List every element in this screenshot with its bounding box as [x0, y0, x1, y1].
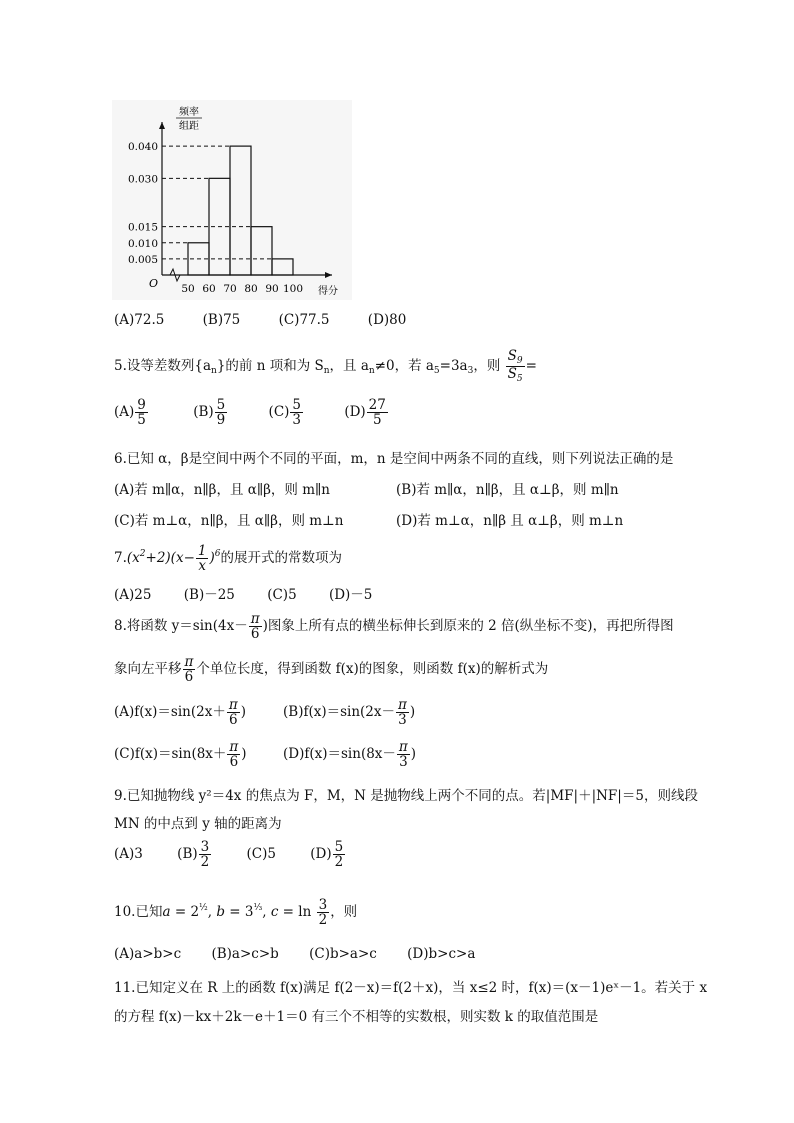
- x-tick-label: 100: [282, 283, 304, 295]
- q5-option-b: (B) $\frac{5}{9}$: [193, 397, 226, 429]
- histogram-bar: [272, 259, 293, 275]
- y-tick-label: 0.010: [127, 237, 158, 250]
- q4-option-d: (D)80: [367, 312, 407, 328]
- q5-fraction: $\frac{S_9}{S_5}$: [507, 347, 523, 384]
- q9-option-b: (B) $\frac{3}{2}$: [177, 838, 210, 870]
- x-tick-label: 50: [181, 283, 195, 295]
- q9-option-c: (C)5: [246, 846, 276, 862]
- q10-option-c: (C)b>a>c: [309, 946, 377, 962]
- y-tick-label: 0.030: [127, 173, 158, 186]
- q10-option-a: (A)a>b>c: [114, 946, 182, 962]
- histogram-bar: [230, 146, 251, 275]
- q5-options: [114, 398, 389, 427]
- x-tick-label: 90: [265, 283, 279, 295]
- q5-text: }的前 n 项和为 S: [216, 358, 324, 374]
- q5-option-d: (D) $\frac{27}{5}$: [344, 397, 386, 429]
- q4-options: [114, 312, 406, 328]
- q5-text: 5.设等差数列{a: [114, 358, 212, 374]
- y-label-top: 频率: [179, 107, 199, 118]
- q6-option-b: (B)若 m∥α，n∥β，且 α⊥β，则 m∥n: [396, 482, 619, 498]
- histogram-bar: [251, 227, 272, 275]
- q5-text: ≠0，若 a: [374, 358, 434, 374]
- q5-text: ，且 a: [329, 358, 369, 374]
- q8-option-b: (B)f(x)＝sin(2x－ $\frac{\pi}{3}$ ): [283, 696, 416, 728]
- q7-option-b: (B)－25: [183, 587, 235, 603]
- q4-option-b: (B)75: [202, 312, 241, 328]
- q4-option-c: (C)77.5: [278, 312, 330, 328]
- q10-options: [114, 946, 475, 962]
- q11-line2: 的方程 f(x)－kx＋2k－e＋1＝0 有三个不相等的实数根，则实数 k 的取值范围是: [114, 1009, 599, 1025]
- q7-option-c: (C)5: [267, 587, 297, 603]
- y-label-bottom: 组距: [179, 121, 199, 132]
- q6-stem: 6.已知 α，β是空间中两个不同的平面，m，n 是空间中两条不同的直线，则下列说法正确的是: [114, 451, 674, 467]
- x-tick-label: 60: [202, 283, 216, 295]
- y-axis-arrow: [159, 122, 165, 129]
- q6-option-a: (A)若 m∥α，n∥β，且 α∥β，则 m∥n: [114, 482, 330, 498]
- q4-option-a: (A)72.5: [114, 312, 165, 328]
- q9-option-a: (A)3: [114, 846, 143, 862]
- q11-line1: 11.已知定义在 R 上的函数 f(x)满足 f(2－x)＝f(2＋x)，当 x≤2 时，f(x)＝(x－1)eˣ－1。若关于 x: [114, 980, 708, 996]
- y-tick-label: 0.040: [127, 141, 158, 154]
- x-tick-label: 80: [244, 283, 258, 295]
- q10-option-d: (D)b>c>a: [407, 946, 476, 962]
- q8-line1: 8.将函数 y＝sin(4x－ $\frac{\pi}{6}$ )图象上所有点的横坐标伸长到原来的 2 倍(纵坐标不变)，再把所得图: [114, 610, 674, 642]
- q7-stem: $7.(x^2+2)(x-$ $\frac{1}{x}$ )$^6$的展开式的常数项为: [114, 542, 342, 574]
- q5-option-c: (C) $\frac{5}{3}$: [268, 397, 302, 429]
- q5-stem: 5.设等差数列$\{a_n\}$的前 n 项和为 $S_n$，且 $a_n\ne 0$，若 $a_5=3a_3$，则 $\frac{S_9}{S_5}$ =: [114, 347, 537, 384]
- q6-option-c: (C)若 m⊥α，n∥β，且 α∥β，则 m⊥n: [114, 513, 344, 529]
- q6-option-d: (D)若 m⊥α，n∥β 且 α⊥β，则 m⊥n: [396, 513, 624, 529]
- q8-line2: 象向左平移 $\frac{\pi}{6}$ 个单位长度，得到函数 f(x)的图象，则函数 f(x)的解析式为: [114, 653, 549, 685]
- histogram-svg: [112, 100, 352, 300]
- q8-option-c: (C)f(x)＝sin(8x＋ $\frac{\pi}{6}$ ): [114, 738, 247, 770]
- q7-options: [114, 583, 372, 603]
- q10-stem: 10.已知$a = 2^{\frac{1}{2}}$, $b = 3^{\frac{1}{3}}$, c = ln $\frac{3}{2}$ ，则: [114, 896, 358, 928]
- x-axis-arrow: [325, 272, 332, 278]
- q5-option-a: (A) $\frac{9}{5}$: [114, 397, 146, 429]
- y-tick-label: 0.005: [127, 253, 158, 266]
- x-axis-label: 得分: [318, 286, 338, 297]
- x-tick-label: 70: [223, 283, 237, 295]
- q9-options: [114, 834, 346, 874]
- q7-text: 的展开式的常数项为: [220, 550, 342, 566]
- q8-option-a: (A)f(x)＝sin(2x＋ $\frac{\pi}{6}$ ): [114, 696, 246, 728]
- origin-label: O: [149, 277, 159, 290]
- q8-option-d: (D)f(x)＝sin(8x－ $\frac{\pi}{3}$ ): [283, 738, 417, 770]
- histogram-chart: [112, 100, 352, 300]
- q7-option-d: (D)－5: [328, 587, 373, 603]
- q5-eq: =: [525, 358, 537, 374]
- q7-option-a: (A)25: [114, 587, 152, 603]
- y-tick-label: 0.015: [127, 221, 158, 234]
- q9-line2: MN 的中点到 y 轴的距离为: [114, 816, 282, 832]
- q9-line1: 9.已知抛物线 y²＝4x 的焦点为 F，M，N 是抛物线上两个不同的点。若|MF|＋|NF|＝5，则线段: [114, 788, 698, 804]
- q10-option-b: (B)a>c>b: [211, 946, 279, 962]
- q5-text: =3a: [439, 358, 468, 374]
- q9-option-d: (D) $\frac{5}{2}$: [310, 838, 344, 870]
- q5-text: ，则: [473, 358, 501, 374]
